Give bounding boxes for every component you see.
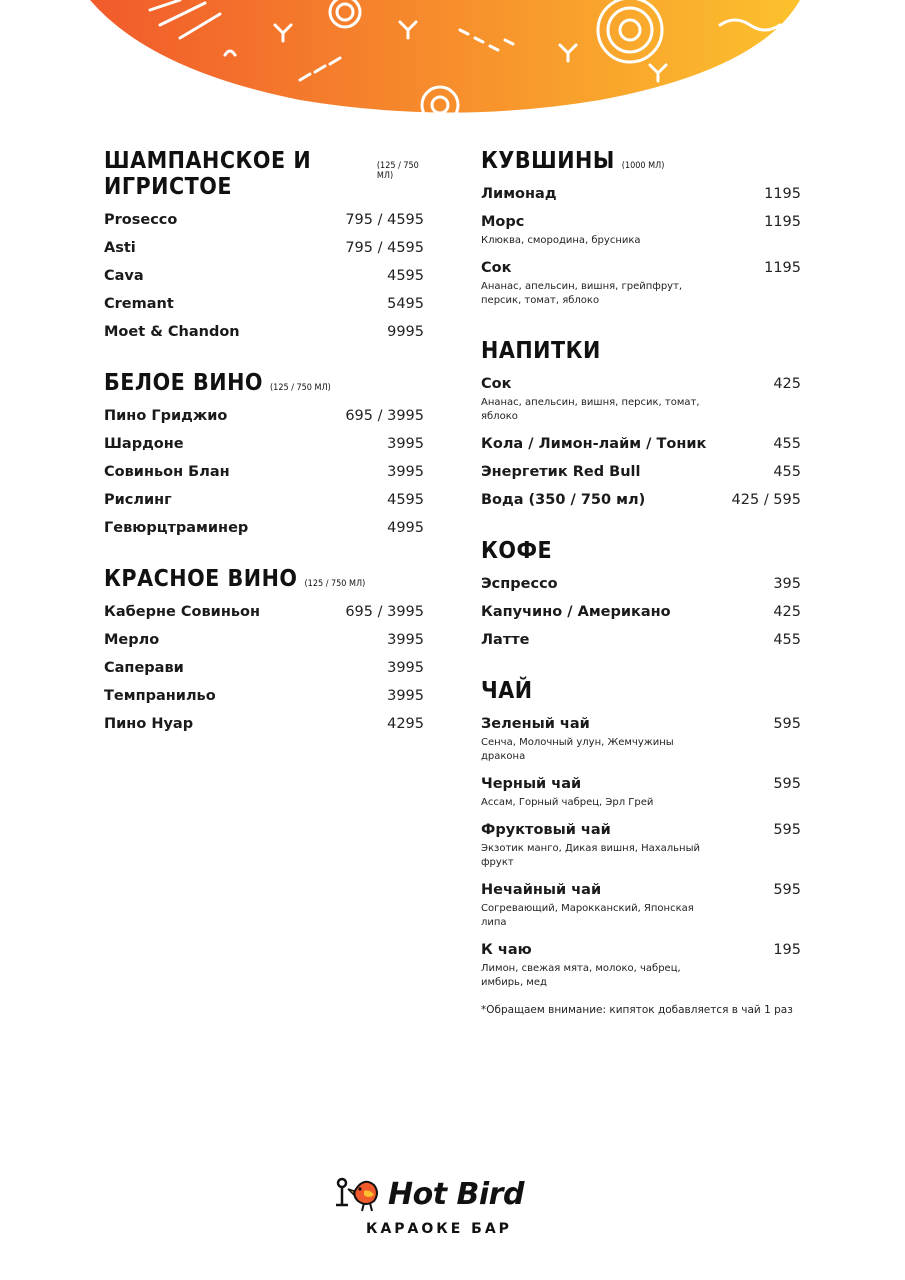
menu-item	[104, 268, 424, 284]
section-title-text: КОФЕ	[481, 538, 553, 564]
item-name: Фруктовый чай	[481, 822, 611, 838]
section-title	[481, 678, 801, 704]
item-price: 695 / 3995	[345, 604, 424, 620]
menu-item	[481, 576, 801, 592]
right-column	[481, 148, 801, 1046]
item-price: 1195	[764, 260, 801, 276]
section-title	[104, 370, 424, 396]
menu-item	[104, 492, 424, 508]
item-name: Вода (350 / 750 мл)	[481, 492, 646, 508]
menu-item	[481, 436, 801, 452]
item-name: Asti	[104, 240, 136, 256]
menu-item	[481, 376, 801, 424]
item-name: Совиньон Блан	[104, 464, 230, 480]
item-price: 3995	[387, 660, 424, 676]
section-title-text: НАПИТКИ	[481, 338, 601, 364]
item-price: 195	[773, 942, 801, 958]
item-name: Пино Гриджио	[104, 408, 228, 424]
menu-item	[481, 942, 801, 990]
section-title	[481, 338, 801, 364]
item-description: Сенча, Молочный улун, Жемчужины дракона	[481, 737, 674, 762]
item-price: 3995	[387, 688, 424, 704]
item-price: 4295	[387, 716, 424, 732]
item-price: 795 / 4595	[345, 240, 424, 256]
menu-item	[481, 492, 801, 508]
hot-bird-logo	[330, 1175, 580, 1245]
item-name: Рислинг	[104, 492, 172, 508]
section-red-wine	[104, 566, 424, 732]
item-name: Энергетик Red Bull	[481, 464, 641, 480]
tea-note: *Обращаем внимание: кипяток добавляется в чай 1 раз	[481, 1004, 793, 1016]
menu-item	[104, 408, 424, 424]
item-description: Лимон, свежая мята, молоко, чабрец, имбирь, мед	[481, 963, 681, 988]
menu-item	[481, 260, 801, 308]
item-price: 595	[773, 716, 801, 732]
item-price: 425	[773, 376, 801, 392]
item-description: Согревающий, Марокканский, Японская липа	[481, 903, 694, 928]
item-name: Гевюрцтраминер	[104, 520, 249, 536]
section-tea	[481, 678, 801, 1016]
top-decorative-banner	[0, 0, 905, 130]
item-price: 9995	[387, 324, 424, 340]
item-description: Ананас, апельсин, вишня, персик, томат, яблоко	[481, 397, 700, 422]
item-price: 4995	[387, 520, 424, 536]
section-white-wine	[104, 370, 424, 536]
item-price: 455	[773, 464, 801, 480]
logo-subtitle: КАРАОКЕ БАР	[366, 1221, 512, 1237]
item-name: Сок	[481, 376, 512, 392]
item-price: 4595	[387, 268, 424, 284]
left-column	[104, 148, 424, 762]
section-title-text: ЧАЙ	[481, 678, 533, 704]
item-name: Cremant	[104, 296, 174, 312]
section-title	[104, 148, 424, 200]
item-name: Саперави	[104, 660, 184, 676]
item-price: 795 / 4595	[345, 212, 424, 228]
item-name: Латте	[481, 632, 530, 648]
item-name: Сок	[481, 260, 512, 276]
menu-item	[104, 660, 424, 676]
menu-item	[481, 716, 801, 764]
menu-item	[104, 632, 424, 648]
item-name: Нечайный чай	[481, 882, 602, 898]
item-price: 395	[773, 576, 801, 592]
section-coffee	[481, 538, 801, 648]
item-price: 595	[773, 822, 801, 838]
menu-item	[104, 296, 424, 312]
item-description: Экзотик манго, Дикая вишня, Нахальный фрукт	[481, 843, 700, 868]
section-title	[104, 566, 424, 592]
item-name: Темпранильо	[104, 688, 216, 704]
menu-item	[104, 604, 424, 620]
item-name: Зеленый чай	[481, 716, 590, 732]
item-name: Черный чай	[481, 776, 582, 792]
item-price: 3995	[387, 632, 424, 648]
section-title	[481, 148, 801, 174]
item-name: Кола / Лимон-лайм / Тоник	[481, 436, 707, 452]
section-volume: (125 / 750 МЛ)	[304, 579, 366, 589]
menu-item	[104, 688, 424, 704]
menu-item	[481, 632, 801, 648]
menu-item	[104, 240, 424, 256]
logo-title: Hot Bird	[388, 1177, 524, 1212]
item-description: Ассам, Горный чабрец, Эрл Грей	[481, 797, 654, 808]
section-volume: (1000 МЛ)	[621, 161, 665, 171]
item-name: Мерло	[104, 632, 160, 648]
bird-microphone-icon	[330, 1175, 388, 1215]
item-name: Эспрессо	[481, 576, 558, 592]
item-name: Moet & Chandon	[104, 324, 240, 340]
section-title-text: ШАМПАНСКОЕ И ИГРИСТОЕ	[104, 148, 312, 200]
menu-item	[104, 464, 424, 480]
item-name: Каберне Совиньон	[104, 604, 260, 620]
item-price: 1195	[764, 186, 801, 202]
section-title-text: КРАСНОЕ ВИНО	[104, 566, 298, 592]
item-price: 425	[773, 604, 801, 620]
item-name: К чаю	[481, 942, 532, 958]
item-price: 595	[773, 776, 801, 792]
menu-item	[481, 882, 801, 930]
menu-item	[104, 212, 424, 228]
menu-item	[481, 214, 801, 248]
menu-item	[104, 520, 424, 536]
item-name: Капучино / Американо	[481, 604, 671, 620]
item-name: Пино Нуар	[104, 716, 194, 732]
item-price: 1195	[764, 214, 801, 230]
menu-item	[481, 604, 801, 620]
item-price: 455	[773, 436, 801, 452]
item-name: Морс	[481, 214, 525, 230]
section-title-text: КУВШИНЫ	[481, 148, 615, 174]
menu-item	[104, 716, 424, 732]
item-name: Cava	[104, 268, 144, 284]
section-volume: (125 / 750 МЛ)	[376, 161, 419, 181]
menu-item	[104, 324, 424, 340]
item-price: 455	[773, 632, 801, 648]
section-jugs	[481, 148, 801, 308]
item-price: 5495	[387, 296, 424, 312]
menu-item	[481, 186, 801, 202]
item-price: 425 / 595	[731, 492, 801, 508]
item-price: 695 / 3995	[345, 408, 424, 424]
section-sparkling	[104, 148, 424, 340]
menu-item	[481, 822, 801, 870]
section-title-text: БЕЛОЕ ВИНО	[104, 370, 264, 396]
section-volume: (125 / 750 МЛ)	[270, 383, 331, 393]
item-description: Клюква, смородина, брусника	[481, 235, 641, 246]
item-name: Шардоне	[104, 436, 184, 452]
menu-item	[104, 436, 424, 452]
section-title	[481, 538, 801, 564]
item-description: Ананас, апельсин, вишня, грейпфрут, персик, томат, яблоко	[481, 281, 683, 306]
item-name: Prosecco	[104, 212, 178, 228]
item-price: 3995	[387, 464, 424, 480]
menu-item	[481, 776, 801, 810]
item-name: Лимонад	[481, 186, 557, 202]
menu-item	[481, 464, 801, 480]
section-drinks	[481, 338, 801, 508]
item-price: 3995	[387, 436, 424, 452]
item-price: 4595	[387, 492, 424, 508]
item-price: 595	[773, 882, 801, 898]
